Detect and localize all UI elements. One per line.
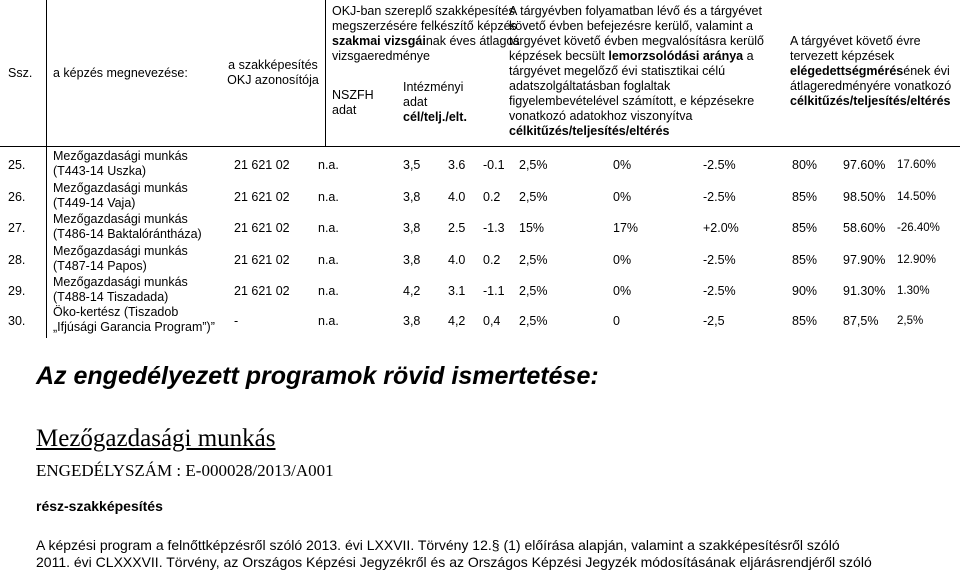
cell-okj: 21 621 02 [234, 158, 290, 172]
cell-d3: -2,5 [703, 314, 725, 328]
header-ssz: Ssz. [8, 66, 33, 80]
cell-d2: 0 [613, 314, 620, 328]
header-name: a képzés megnevezése: [53, 66, 188, 80]
row-number: 27. [8, 221, 26, 235]
cell-d2: 0% [613, 253, 632, 267]
cell-s2: 58.60% [843, 221, 886, 235]
cell-s2: 98.50% [843, 190, 886, 204]
cell-d2: 0% [613, 158, 632, 172]
section-title: Az engedélyezett programok rövid ismertetése: [36, 362, 599, 390]
cell-d3: -2.5% [703, 190, 736, 204]
program-name: Mezőgazdasági munkás [36, 425, 276, 452]
cell-c1: 3,8 [403, 221, 421, 235]
permit-number: ENGEDÉLYSZÁM : E-000028/2013/A001 [36, 461, 334, 480]
cell-c1: 3,8 [403, 253, 421, 267]
cell-okj: 21 621 02 [234, 284, 290, 298]
cell-d1: 2,5% [519, 284, 548, 298]
cell-s1: 90% [792, 284, 818, 298]
cell-s1: 80% [792, 158, 818, 172]
cell-nszfh: n.a. [318, 314, 339, 328]
cell-okj: 21 621 02 [234, 253, 290, 267]
cell-okj: 21 621 02 [234, 190, 290, 204]
header-institutional: Intézményi adat cél/telj./elt. [403, 80, 467, 124]
row-name: Mezőgazdasági munkás (T443-14 Uszka) [53, 149, 188, 178]
cell-s3: 14.50% [897, 191, 937, 203]
subtitle: rész-szakképesítés [36, 498, 163, 514]
cell-s1: 85% [792, 221, 818, 235]
cell-c2: 3.6 [448, 158, 466, 172]
row-number: 26. [8, 190, 26, 204]
cell-d2: 17% [613, 221, 639, 235]
cell-d3: -2.5% [703, 284, 736, 298]
cell-d3: +2.0% [703, 221, 739, 235]
header-okj: a szakképesítés OKJ azonosítója [227, 58, 319, 87]
row-name: Mezőgazdasági munkás (T449-14 Vaja) [53, 181, 188, 210]
cell-c2: 2.5 [448, 221, 466, 235]
cell-c3: -0.1 [483, 158, 505, 172]
header-satisfaction: A tárgyévet követő évre tervezett képzések elégedettségmérésének évi átlageredményére vonatkozó célkitűzés/teljesítés/eltérés [790, 34, 952, 108]
row-number: 29. [8, 284, 26, 298]
cell-d1: 2,5% [519, 253, 548, 267]
cell-nszfh: n.a. [318, 158, 339, 172]
row-number: 25. [8, 158, 26, 172]
cell-s2: 97.60% [843, 158, 886, 172]
header-result: OKJ-ban szereplő szakképesítés megszerzésére felkészítő képzés szakmai vizsgáinak éves átlagos vizsgaeredménye [332, 4, 520, 63]
cell-okj: - [234, 314, 239, 328]
cell-s2: 87,5% [843, 314, 879, 328]
cell-c1: 3,8 [403, 314, 421, 328]
body-text: A képzési program a felnőttképzésről szóló 2013. évi LXXVII. Törvény 12.§ (1) előírása alapján, valamint a szakképesítésről szóló 2011. évi CLXXXVII. Törvény, az Országos Képzési Jegyzékről és az Országos Képzési Jegyzék módosításának eljárásrendjéről szóló [36, 537, 872, 570]
cell-d3: -2.5% [703, 253, 736, 267]
header-divider [0, 146, 960, 147]
cell-nszfh: n.a. [318, 253, 339, 267]
col-divider [325, 0, 326, 146]
cell-d2: 0% [613, 190, 632, 204]
cell-d1: 2,5% [519, 158, 548, 172]
cell-s3: 1.30% [897, 285, 930, 297]
header-nszfh: NSZFH adat [332, 88, 374, 117]
cell-s3: 12.90% [897, 254, 937, 266]
cell-c1: 4,2 [403, 284, 421, 298]
cell-s1: 85% [792, 314, 818, 328]
cell-s3: 2,5% [897, 315, 924, 327]
cell-d3: -2.5% [703, 158, 736, 172]
cell-c2: 4.0 [448, 253, 466, 267]
cell-s3: 17.60% [897, 159, 937, 171]
row-name: Öko-kertész (Tiszadob „Ifjúsági Garancia Program”)” [53, 305, 215, 334]
row-name: Mezőgazdasági munkás (T488-14 Tiszadada) [53, 275, 188, 304]
cell-c1: 3,8 [403, 190, 421, 204]
cell-d2: 0% [613, 284, 632, 298]
row-number: 28. [8, 253, 26, 267]
cell-c1: 3,5 [403, 158, 421, 172]
cell-d1: 15% [519, 221, 545, 235]
cell-s2: 91.30% [843, 284, 886, 298]
cell-c3: -1.1 [483, 284, 505, 298]
cell-c2: 3.1 [448, 284, 466, 298]
col-divider [46, 0, 47, 338]
row-number: 30. [8, 314, 26, 328]
cell-nszfh: n.a. [318, 190, 339, 204]
cell-s2: 97.90% [843, 253, 886, 267]
cell-s3: -26.40% [897, 222, 940, 234]
cell-nszfh: n.a. [318, 284, 339, 298]
cell-d1: 2,5% [519, 190, 548, 204]
cell-c3: 0.2 [483, 190, 501, 204]
cell-s1: 85% [792, 190, 818, 204]
cell-c2: 4,2 [448, 314, 466, 328]
cell-c3: 0,4 [483, 314, 501, 328]
cell-s1: 85% [792, 253, 818, 267]
cell-d1: 2,5% [519, 314, 548, 328]
cell-c3: 0.2 [483, 253, 501, 267]
cell-nszfh: n.a. [318, 221, 339, 235]
cell-c3: -1.3 [483, 221, 505, 235]
row-name: Mezőgazdasági munkás (T487-14 Papos) [53, 244, 188, 273]
header-dropout: A tárgyévben folyamatban lévő és a tárgyévet követő évben befejezésre kerülő, valamint a tárgyévet követő évben megvalósításra kerülő képzések becsült lemorzsolódási aránya a tárgyévet megelőző évi statisztikai célú adatszolgáltatásban foglaltak figyelembevételével számított, e képzésekre vonatkozó adatokhoz viszonyítva célkitűzés/teljesítés/eltérés [509, 4, 764, 138]
row-name: Mezőgazdasági munkás (T486-14 Baktalórántháza) [53, 212, 202, 241]
cell-c2: 4.0 [448, 190, 466, 204]
cell-okj: 21 621 02 [234, 221, 290, 235]
